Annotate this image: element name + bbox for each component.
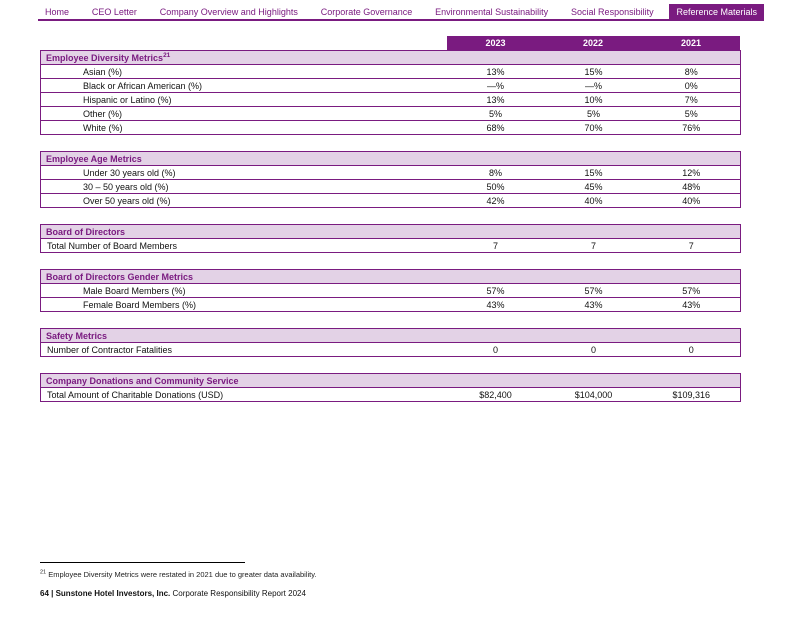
row-label: 30 – 50 years old (%) (41, 180, 447, 194)
row-value: —% (447, 79, 545, 93)
metrics-table-employee-age-metrics (40, 151, 741, 208)
section-header-row (41, 51, 741, 65)
section-title-text: Board of Directors (46, 226, 126, 237)
row-value: 8% (643, 65, 741, 79)
row-value: 7 (545, 239, 643, 253)
row-label: Female Board Members (%) (41, 298, 447, 312)
section-title-text: Safety Metrics (46, 330, 108, 341)
metrics-table-board-of-directors (40, 224, 741, 253)
row-value: $104,000 (545, 388, 643, 402)
table-row (41, 79, 741, 93)
row-value: 40% (545, 194, 643, 208)
row-value: 0% (643, 79, 741, 93)
row-value: 40% (643, 194, 741, 208)
section-header-row (41, 374, 741, 388)
section-title-text: Board of Directors Gender Metrics (46, 271, 194, 282)
table-row (41, 298, 741, 312)
section-header-row (41, 270, 741, 284)
row-value: 7% (643, 93, 741, 107)
row-label: Total Amount of Charitable Donations (USD) (41, 388, 447, 402)
row-label: White (%) (41, 121, 447, 135)
row-value: 10% (545, 93, 643, 107)
footnote-ref: 21 (40, 569, 47, 576)
row-value: 15% (545, 166, 643, 180)
section-title (41, 270, 741, 284)
row-label: Under 30 years old (%) (41, 166, 447, 180)
row-label: Other (%) (41, 107, 447, 121)
footnote-text: Employee Diversity Metrics were restated in 2021 due to greater data availability. (46, 570, 317, 579)
row-value: 13% (447, 65, 545, 79)
nav-tab-company-overview-and-highlights[interactable]: Company Overview and Highlights (159, 7, 298, 17)
metrics-table-safety-metrics (40, 328, 741, 357)
table-row (41, 388, 741, 402)
section-title-text: Company Donations and Community Service (46, 375, 239, 386)
row-value: 57% (643, 284, 741, 298)
row-label: Asian (%) (41, 65, 447, 79)
table-row (41, 107, 741, 121)
row-value: 43% (545, 298, 643, 312)
section-header-row (41, 225, 741, 239)
table-row (41, 121, 741, 135)
row-value: 5% (447, 107, 545, 121)
nav-tab-reference-materials[interactable]: Reference Materials (669, 4, 764, 19)
section-title (41, 225, 741, 239)
section-title (41, 329, 741, 343)
section-title (41, 374, 741, 388)
page-footer-bold: 64 | Sunstone Hotel Investors, Inc. (40, 589, 171, 598)
tables-container (40, 50, 740, 402)
row-value: 70% (545, 121, 643, 135)
year-header-table (40, 36, 740, 50)
table-row (41, 343, 741, 357)
section-title-text: Employee Diversity Metrics (46, 52, 164, 63)
row-value: 50% (447, 180, 545, 194)
table-row (41, 180, 741, 194)
table-row (41, 239, 741, 253)
section-header-row (41, 152, 741, 166)
section-title (41, 51, 741, 65)
row-value: 57% (545, 284, 643, 298)
section-header-row (41, 329, 741, 343)
nav-tab-ceo-letter[interactable]: CEO Letter (91, 7, 137, 17)
table-row (41, 65, 741, 79)
row-value: 7 (447, 239, 545, 253)
row-value: 43% (447, 298, 545, 312)
metrics-table-company-donations-and-community-service (40, 373, 741, 402)
footnote-divider (40, 562, 245, 563)
table-row (41, 284, 741, 298)
row-value: 0 (447, 343, 545, 357)
nav-tab-social-responsibility[interactable]: Social Responsibility (571, 7, 654, 17)
year-column-header: 2023 (446, 36, 544, 50)
year-column-header: 2022 (544, 36, 642, 50)
row-label: Total Number of Board Members (41, 239, 447, 253)
row-value: 0 (545, 343, 643, 357)
table-row (41, 93, 741, 107)
row-value: 5% (643, 107, 741, 121)
row-label: Black or African American (%) (41, 79, 447, 93)
row-value: 13% (447, 93, 545, 107)
footnote (40, 570, 317, 579)
top-nav (38, 4, 764, 21)
row-label: Male Board Members (%) (41, 284, 447, 298)
table-row (41, 166, 741, 180)
row-label: Over 50 years old (%) (41, 194, 447, 208)
nav-tab-home[interactable]: Home (45, 7, 70, 17)
nav-tab-corporate-governance[interactable]: Corporate Governance (320, 7, 413, 17)
year-header-row (40, 36, 740, 50)
section-title-text: Employee Age Metrics (46, 153, 142, 164)
year-column-header: 2021 (642, 36, 740, 50)
row-label: Hispanic or Latino (%) (41, 93, 447, 107)
page-footer-regular: Corporate Responsibility Report 2024 (170, 589, 306, 598)
row-value: 12% (643, 166, 741, 180)
row-value: —% (545, 79, 643, 93)
row-value: 0 (643, 343, 741, 357)
row-value: 7 (643, 239, 741, 253)
page-footer (40, 589, 306, 598)
year-header-spacer (40, 36, 446, 50)
row-value: $109,316 (643, 388, 741, 402)
table-row (41, 194, 741, 208)
metrics-table-board-of-directors-gender-metrics (40, 269, 741, 312)
section-title-footnote-ref: 21 (163, 51, 171, 59)
row-label: Number of Contractor Fatalities (41, 343, 447, 357)
metrics-table-employee-diversity-metrics (40, 50, 741, 135)
row-value: 8% (447, 166, 545, 180)
row-value: 68% (447, 121, 545, 135)
section-title (41, 152, 741, 166)
row-value: 43% (643, 298, 741, 312)
row-value: 76% (643, 121, 741, 135)
row-value: 42% (447, 194, 545, 208)
report-content (40, 36, 740, 402)
nav-tab-environmental-sustainability[interactable]: Environmental Sustainability (435, 7, 549, 17)
row-value: 57% (447, 284, 545, 298)
row-value: 45% (545, 180, 643, 194)
row-value: 48% (643, 180, 741, 194)
row-value: $82,400 (447, 388, 545, 402)
row-value: 15% (545, 65, 643, 79)
row-value: 5% (545, 107, 643, 121)
